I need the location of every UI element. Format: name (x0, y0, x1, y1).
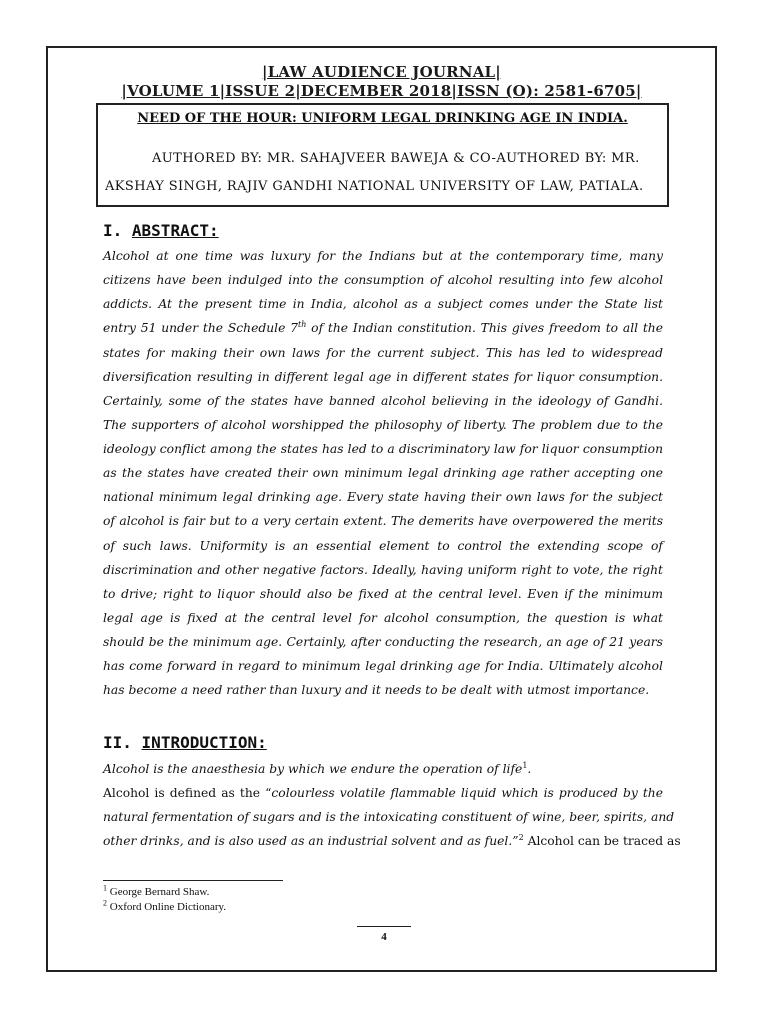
intro-line-2: natural fermentation of sugars and is the intoxicating constituent of wine, beer, spirits, and (103, 810, 675, 824)
footnote-2 (103, 898, 227, 913)
introduction-title: INTRODUCTION: (141, 733, 267, 752)
intro-line-1 (103, 786, 663, 800)
footnote-2-number: 2 (103, 898, 107, 908)
definition-close-quote: ” (512, 834, 519, 848)
abstract-superscript: th (297, 320, 307, 330)
authors-line-2: AKSHAY SINGH, RAJIV GANDHI NATIONAL UNIVERSITY OF LAW, PATIALA. (105, 179, 644, 194)
footnote-ref-2: 2 (518, 832, 524, 842)
epigraph-quote (103, 757, 663, 781)
abstract-heading (103, 221, 219, 240)
article-title: NEED OF THE HOUR: UNIFORM LEGAL DRINKING AGE IN INDIA. (137, 111, 628, 126)
definition-line-3: other drinks, and is also used as an industrial solvent and as fuel. (103, 834, 513, 848)
abstract-text-part-1: Alcohol at one time was luxury for the Indians but at the contemporary time, many citizens have been indulged into the consumption of alcohol resulting into few alcohol addicts. At the present time in India, alcohol as a subject comes under the State list entry 51 under the Schedule 7 (103, 249, 663, 336)
footnote-1-number: 1 (103, 883, 107, 893)
journal-name: |LAW AUDIENCE JOURNAL| (262, 63, 501, 81)
authors-line-1: AUTHORED BY: MR. SAHAJVEER BAWEJA & CO-AUTHORED BY: MR. (152, 151, 640, 166)
footnote-1-text: George Bernard Shaw. (107, 886, 210, 898)
footnote-2-text: Oxford Online Dictionary. (107, 901, 227, 913)
abstract-number: I. (103, 221, 123, 240)
footnote-1 (103, 883, 210, 898)
intro-text-start: Alcohol is defined as the “ (103, 786, 272, 800)
epigraph-end: . (527, 762, 532, 776)
footnote-separator (103, 880, 283, 881)
footnote-ref-1: 1 (522, 760, 528, 770)
introduction-number: II. (103, 733, 132, 752)
epigraph-text: Alcohol is the anaesthesia by which we endure the operation of life (103, 762, 523, 776)
abstract-title: ABSTRACT: (131, 221, 219, 240)
abstract-text-part-2: of the Indian constitution. This gives freedom to all the states for making their own laws for the current subject. This has led to widespread diversification resulting in different legal age in different states for liquor consumption. Certainly, some of the states have banned alcohol believing in the ideology of Gandhi. The supporters of alcohol worshipped the philosophy of liberty. The problem due to the ideology conflict among the states has led to a discriminatory law for liquor consumption as the states have created their own minimum legal drinking age rather accepting one national minimum legal drinking age. Every state having their own laws for the subject of alcohol is fair but to a very certain extent. The demerits have overpowered the merits of such laws. Uniformity is an essential element to control the extending scope of discrimination and other negative factors. Ideally, having uniform right to vote, the right to drive; right to liquor should also be fixed at the central level. Even if the minimum legal age is fixed at the central level for alcohol consumption, the question is what should be the minimum age. Certainly, after conducting the research, an age of 21 years has come forward in regard to minimum legal drinking age for India. Ultimately alcohol has become a need rather than luxury and it needs to be dealt with utmost importance. (103, 321, 663, 698)
intro-line-3 (103, 832, 681, 848)
page-number: 4 (381, 931, 387, 943)
definition-line-1: colourless volatile flammable liquid which is produced by the (271, 786, 663, 800)
intro-text-end: Alcohol can be traced as (523, 834, 681, 848)
page-number-rule (357, 926, 411, 927)
abstract-paragraph (103, 244, 663, 702)
introduction-heading (103, 733, 267, 752)
journal-volume-issue: |VOLUME 1|ISSUE 2|DECEMBER 2018|ISSN (O): 2581-6705| (121, 82, 642, 100)
